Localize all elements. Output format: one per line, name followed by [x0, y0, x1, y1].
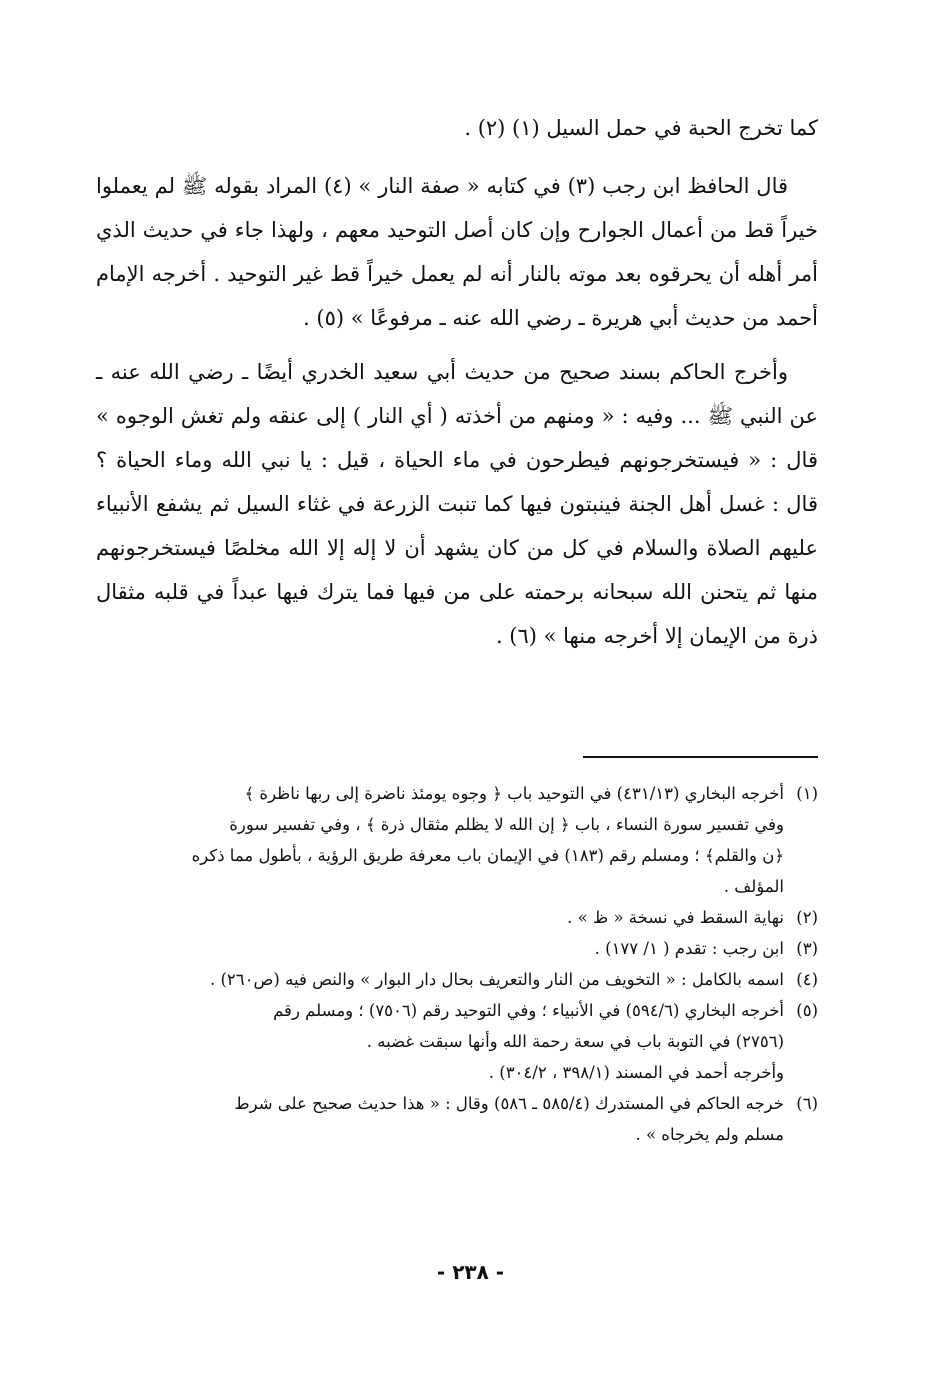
- page-number: - ٢٣٨ -: [436, 1260, 505, 1284]
- footnote-divider: [583, 756, 818, 758]
- footnote-text: [102, 1088, 784, 1150]
- footnote-line: (٢٧٥٦) في التوبة باب في سعة رحمة الله وأنها سبقت غضبه .: [366, 1032, 784, 1051]
- footnote-number: (٣): [796, 939, 818, 958]
- footnote-line: خرجه الحاكم في المستدرك (٥٨٥/٤ ـ ٥٨٦) وقال : « هذا حديث صحيح على شرط: [234, 1094, 784, 1113]
- footnote-number: (٤): [796, 970, 818, 989]
- footnote-line: أخرجه البخاري (٥٩٤/٦) في الأنبياء ؛ وفي التوحيد رقم (٧٥٠٦) ؛ ومسلم رقم: [273, 1001, 784, 1020]
- footnote-line: اسمه بالكامل : « التخويف من النار والتعريف بحال دار البوار » والنص فيه (ص٢٦٠) .: [209, 970, 784, 989]
- footnote-6: [102, 1088, 818, 1150]
- paragraph-2: قال الحافظ ابن رجب (٣) في كتابه « صفة النار » (٤) المراد بقوله ﷺ لم يعملوا خيراً قط من أعمال الجوارح وإن كان أصل التوحيد معهم ، ولهذا جاء في حديث الذي أمر أهله أن يحرقوه بعد موته بالنار أنه لم يعمل خيراً قط غير التوحيد . أخرجه الإمام أحمد من حديث أبي هريرة ـ رضي الله عنه ـ مرفوعًا » (٥) .: [96, 174, 818, 330]
- footnote-line: وفي تفسير سورة النساء ، باب ﴿ إن الله لا يظلم مثقال ذرة ﴾ ، وفي تفسير سورة: [229, 815, 784, 834]
- main-text: [96, 106, 818, 658]
- footnote-text: [102, 778, 784, 902]
- paragraph-1: كما تخرج الحبة في حمل السيل (١) (٢) .: [464, 116, 818, 140]
- footnote-line: مسلم ولم يخرجاه » .: [635, 1125, 784, 1144]
- footnote-number: (٦): [796, 1094, 818, 1113]
- footnote-line: ﴿ن والقلم﴾ ؛ ومسلم رقم (١٨٣) في الإيمان باب معرفة طريق الرؤية ، بأطول مما ذكره: [191, 846, 784, 865]
- paragraph-3: وأخرج الحاكم بسند صحيح من حديث أبي سعيد الخدري أيضًا ـ رضي الله عنه ـ عن النبي ﷺ ... وفيه : « ومنهم من أخذته ( أي النار ) إلى عنقه ولم تغش الوجوه » قال : « فيستخرجونهم فيطرحون في ماء الحياة ، قيل : يا نبي الله وماء الحياة ؟ قال : غسل أهل الجنة فينبتون فيها كما تنبت الزرعة في غثاء السيل ثم يشفع الأنبياء عليهم الصلاة والسلام في كل من كان يشهد أن لا إله إلا الله مخلصًا فيستخرجونهم منها ثم يتحنن الله سبحانه برحمته على من فيها فما يترك فيها عبداً في قلبه مثقال ذرة من الإيمان إلا أخرجه منها » (٦) .: [96, 360, 818, 648]
- footnote-line: ابن رجب : تقدم ( ١/ ١٧٧) .: [594, 939, 784, 958]
- footnote-line: المؤلف .: [723, 877, 784, 896]
- page-content: [96, 106, 818, 1144]
- footnote-2: [102, 902, 818, 933]
- footnotes: [102, 778, 818, 1150]
- footnote-number: (٢): [796, 908, 818, 927]
- footnote-5-continuation: وأخرجه أحمد في المسند (٣٩٨/١ ، ٣٠٤/٢) .: [488, 1063, 784, 1082]
- footnote-text: [102, 902, 784, 933]
- footnote-3: [102, 933, 818, 964]
- footnote-text: [102, 995, 784, 1057]
- footnote-number: (٥): [796, 1001, 818, 1020]
- footnote-5: [102, 995, 818, 1057]
- footnote-text: [102, 964, 784, 995]
- footnote-1: [102, 778, 818, 902]
- footnote-line: نهاية السقط في نسخة « ظ » .: [567, 908, 784, 927]
- footnote-text: [102, 933, 784, 964]
- footnote-number: (١): [796, 784, 818, 803]
- footnote-line: أخرجه البخاري (٤٣١/١٣) في التوحيد باب ﴿ وجوه يومئذ ناضرة إلى ربها ناظرة ﴾: [244, 784, 784, 803]
- footnote-4: [102, 964, 818, 995]
